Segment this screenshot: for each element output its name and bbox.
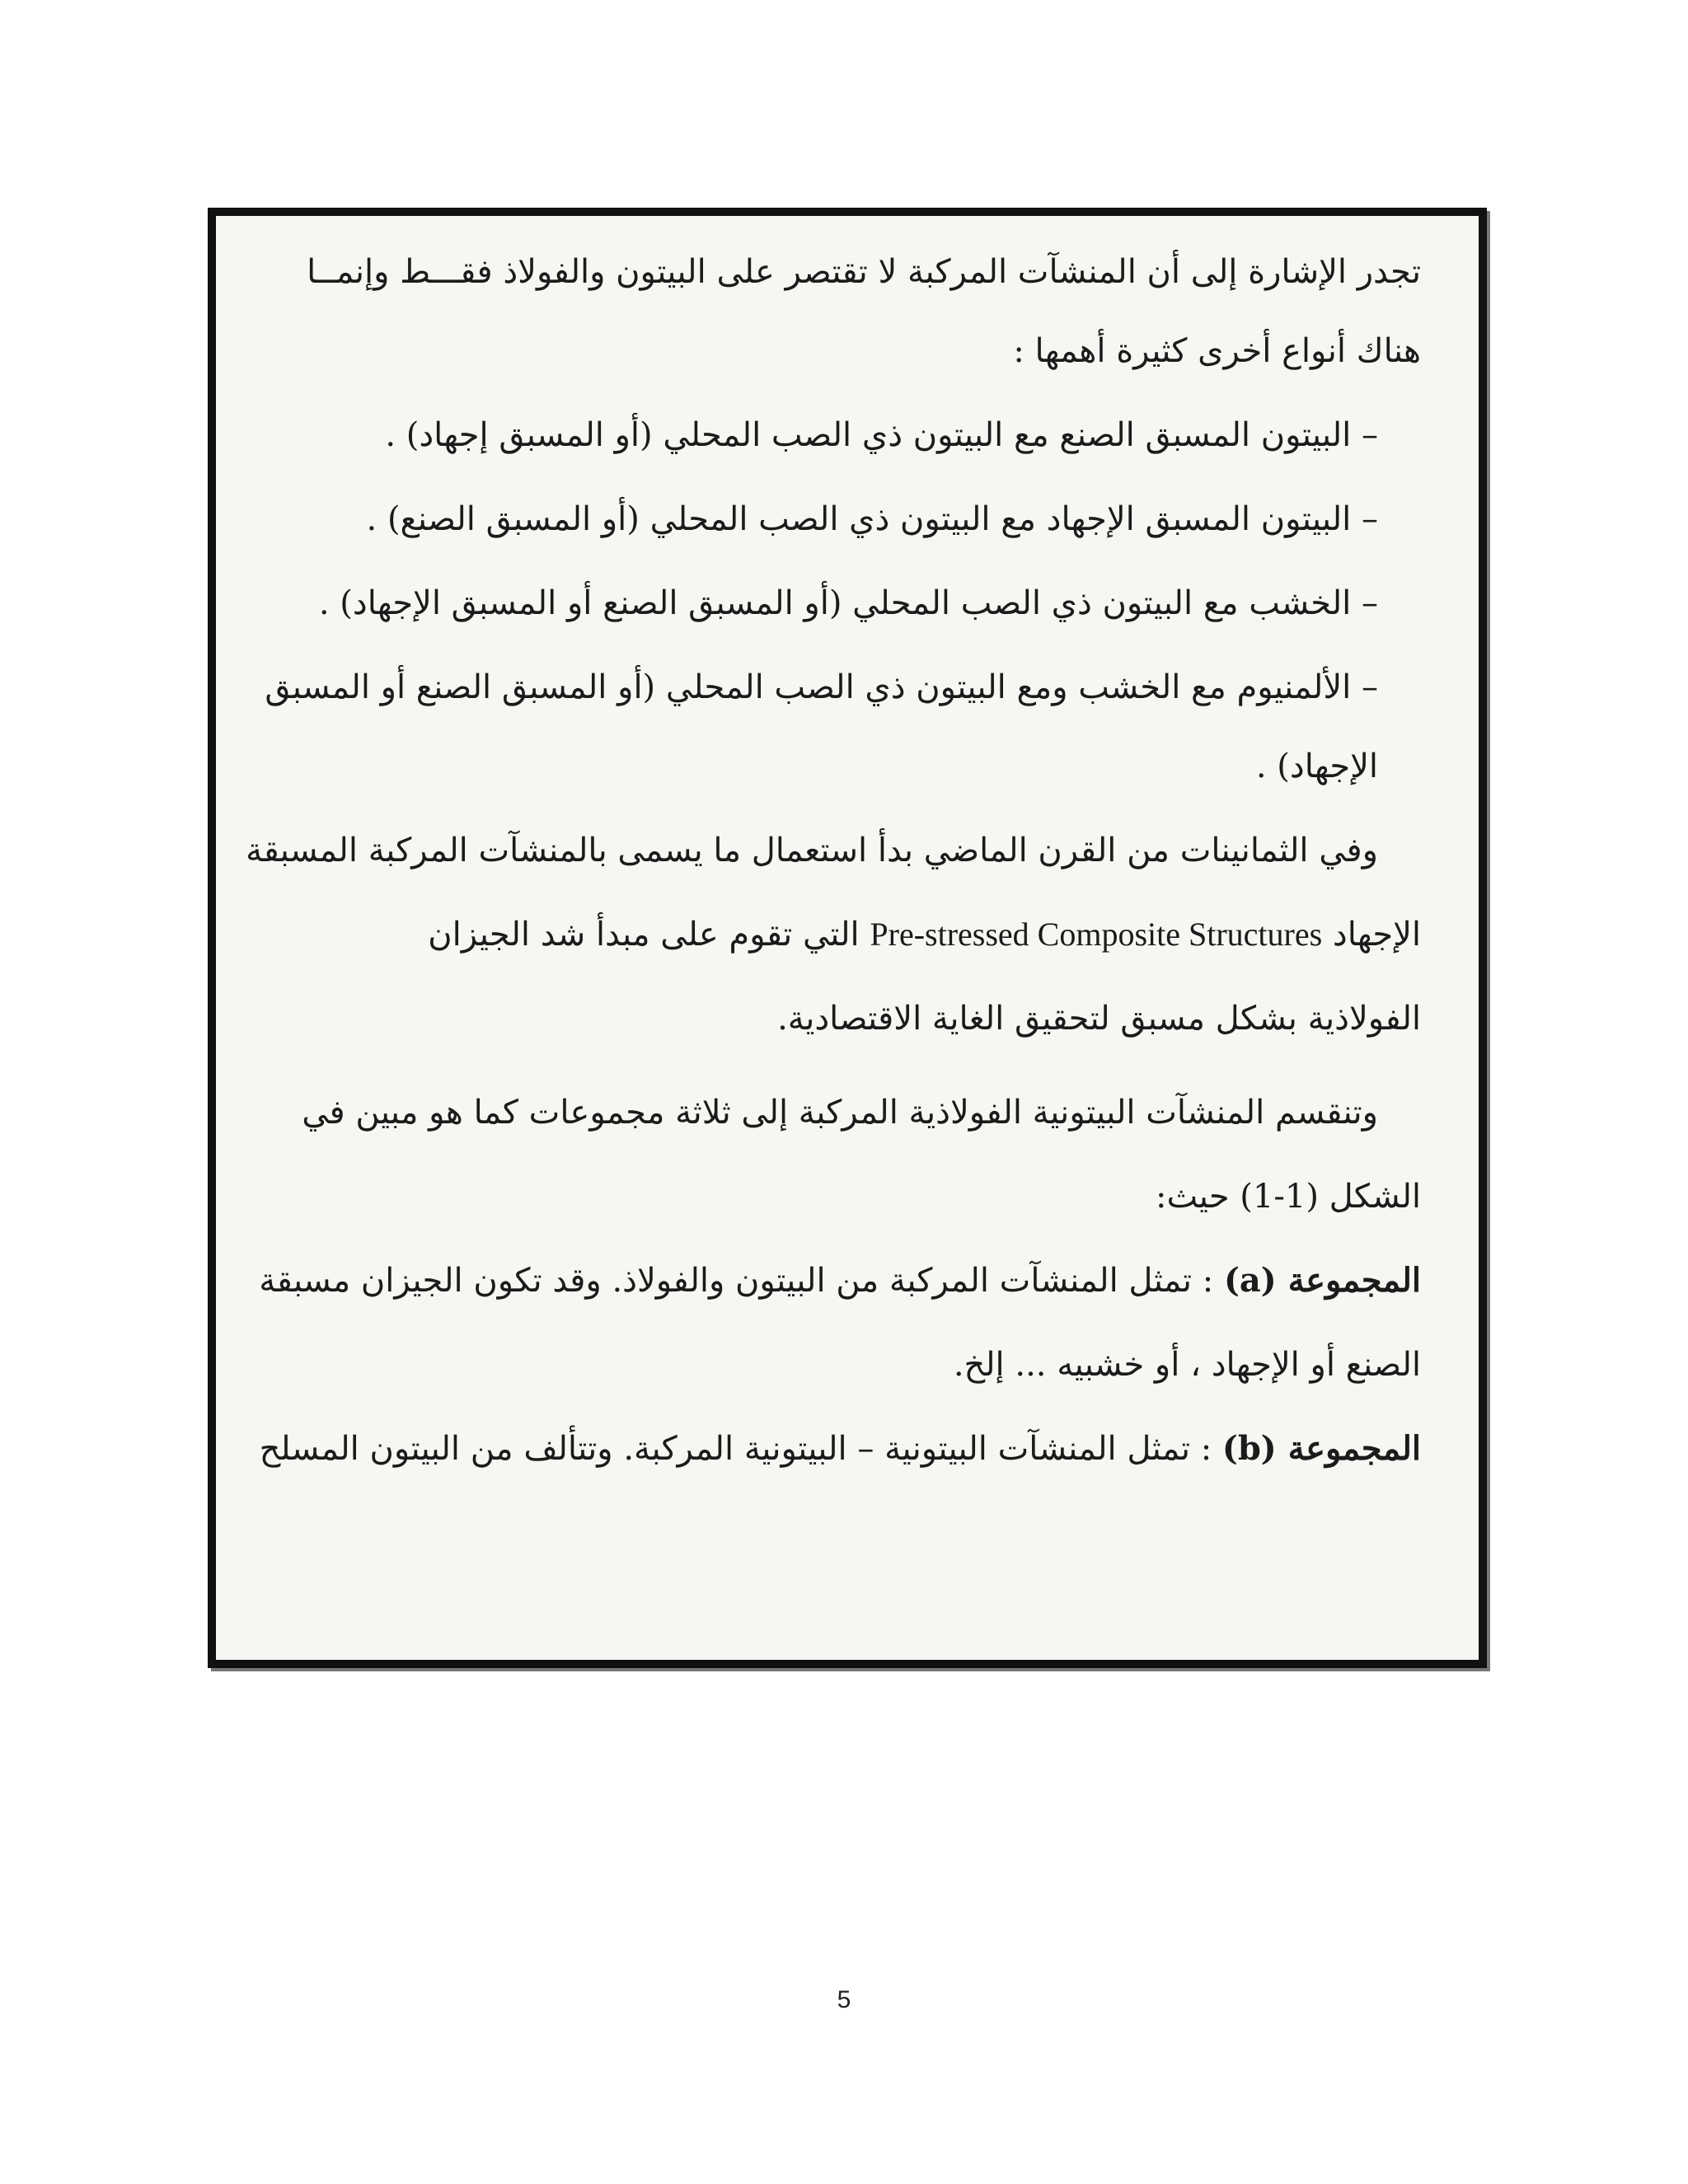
paragraph-2-line-2-rest: التي تقوم على مبدأ شد الجيزان [428, 916, 860, 954]
group-b-text: : تمثل المنشآت البيتونية – البيتونية المركبة. وتتألف من البيتون المسلح [259, 1430, 1212, 1468]
group-b-line-1 [259, 1426, 1421, 1472]
bullet-item-2: – البيتون المسبق الإجهاد مع البيتون ذي الصب المحلي (أو المسبق الصنع) . [366, 500, 1378, 538]
group-b-label: المجموعة (b) [1221, 1429, 1421, 1468]
text-line-1: تجدر الإشارة إلى أن المنشآت المركبة لا تقتصر على البيتون والفولاذ فقـــط وإنمــا [307, 253, 1421, 291]
paragraph-3-line-1: وتنقسم المنشآت البيتونية الفولاذية المركبة إلى ثلاثة مجموعات كما هو مبين في [302, 1094, 1378, 1132]
paragraph-3-line-2: الشكل (1-1) حيث: [1156, 1178, 1421, 1216]
group-a-line-2: الصنع أو الإجهاد ، أو خشبيه ... إلخ. [953, 1346, 1421, 1384]
paragraph-2-line-3: الفولاذية بشكل مسبق لتحقيق الغاية الاقتصادية. [777, 1000, 1421, 1038]
group-a-label: المجموعة (a) [1223, 1261, 1421, 1300]
text-line-2: هناك أنواع أخرى كثيرة أهمها : [1013, 332, 1421, 370]
term-arabic: الإجهاد [1332, 916, 1421, 954]
bullet-item-4-continued: الإجهاد) . [1255, 748, 1378, 785]
bullet-item-4: – الألمنيوم مع الخشب ومع البيتون ذي الصب المحلي (أو المسبق الصنع أو المسبق [265, 668, 1378, 706]
group-a-line-1 [259, 1258, 1421, 1304]
bullet-item-1: – البيتون المسبق الصنع مع البيتون ذي الصب المحلي (أو المسبق إجهاد) . [385, 416, 1378, 454]
scanned-arabic-text [246, 249, 1421, 1472]
bullet-item-3: – الخشب مع البيتون ذي الصب المحلي (أو المسبق الصنع أو المسبق الإجهاد) . [318, 584, 1378, 622]
group-a-text: : تمثل المنشآت المركبة من البيتون والفولاذ. وقد تكون الجيزان مسبقة [259, 1262, 1214, 1300]
scanned-text-frame [208, 208, 1487, 1668]
term-latin: Pre-stressed Composite Structures [870, 916, 1323, 953]
paragraph-2-line-1: وفي الثمانينات من القرن الماضي بدأ استعمال ما يسمى بالمنشآت المركبة المسبقة [246, 832, 1378, 869]
page-number: 5 [837, 1986, 851, 2013]
paragraph-2-line-2 [265, 912, 1421, 958]
